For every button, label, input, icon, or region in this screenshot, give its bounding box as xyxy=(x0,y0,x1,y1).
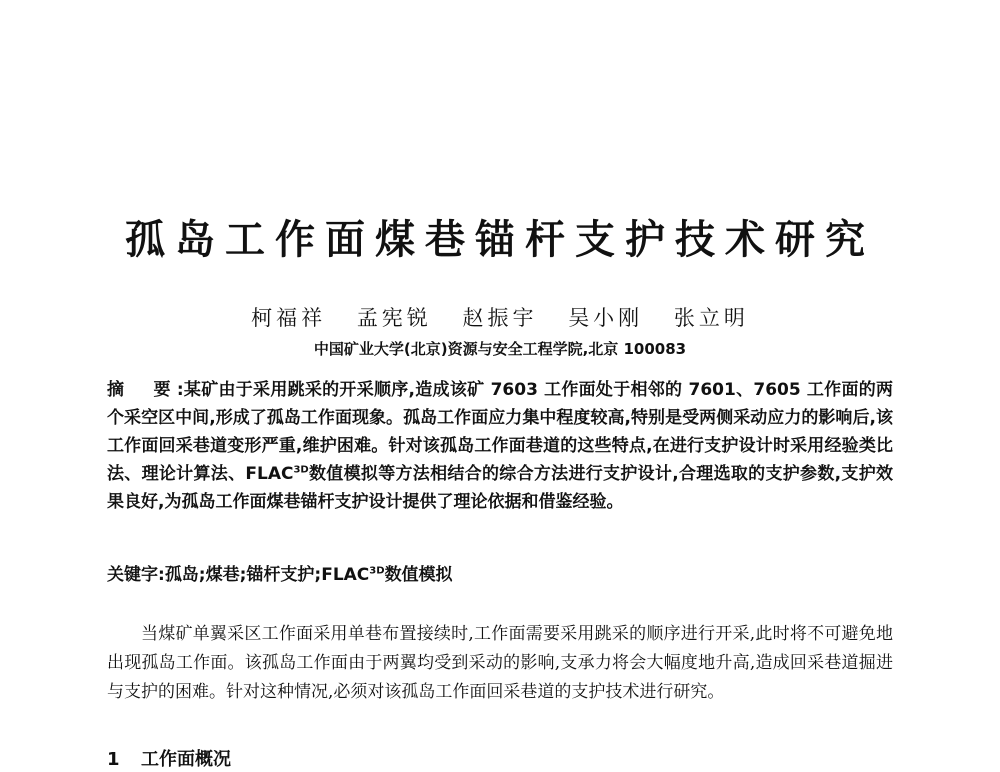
author-name: 吴小刚 xyxy=(568,306,644,330)
keywords-superscript: 3D xyxy=(369,565,385,577)
abstract-label: 摘 要 xyxy=(107,380,177,400)
section-heading xyxy=(107,748,893,772)
abstract-separator: : xyxy=(176,380,184,400)
author-affiliation: 中国矿业大学(北京)资源与安全工程学院,北京 100083 xyxy=(313,340,687,358)
abstract-text-continued: 数值模拟等方法相结合的综合方法进行支护设计,合理选取的支护参数,支护效果良好,为孤岛工作面煤巷锚杆支护设计提供了理论依据和借鉴经验。 xyxy=(107,464,893,512)
intro-paragraph: 当煤矿单翼采区工作面采用单巷布置接续时,工作面需要采用跳采的顺序进行开采,此时将不可避免地出现孤岛工作面。该孤岛工作面由于两翼均受到采动的影响,支承力将会大幅度地升高,造成回采巷道掘进与支护的困难。针对这种情况,必须对该孤岛工作面回采巷道的支护技术进行研究。 xyxy=(107,624,893,702)
abstract-superscript: 3D xyxy=(293,464,309,476)
abstract-text: 某矿由于采用跳采的开采顺序,造成该矿 7603 工作面处于相邻的 7601、7605 工作面的两个采空区中间,形成了孤岛工作面现象。孤岛工作面应力集中程度较高,特别是受两侧采动应力的影响后,该工作面回采巷道变形严重,维护困难。针对该孤岛工作面巷道的这些特点,在进行支护设计时采用经验类比法、理论计算法、FLAC xyxy=(107,380,894,484)
keywords-text: 孤岛;煤巷;锚杆支护;FLAC xyxy=(164,565,370,585)
keywords-block xyxy=(107,561,893,589)
section-title: 工作面概况 xyxy=(141,749,231,770)
paper-title: 孤岛工作面煤巷锚杆支护技术研究 xyxy=(125,217,875,263)
author-name: 柯福祥 xyxy=(251,306,327,330)
section-number: 1 xyxy=(107,749,120,770)
author-name: 孟宪锐 xyxy=(356,306,432,330)
author-name: 赵振宇 xyxy=(462,306,538,330)
abstract-block xyxy=(107,376,893,516)
keywords-separator: : xyxy=(158,565,165,585)
keywords-text-continued: 数值模拟 xyxy=(384,565,453,585)
keywords-label: 关键字 xyxy=(107,565,158,585)
author-list xyxy=(0,304,1000,332)
author-name: 张立明 xyxy=(673,306,749,330)
